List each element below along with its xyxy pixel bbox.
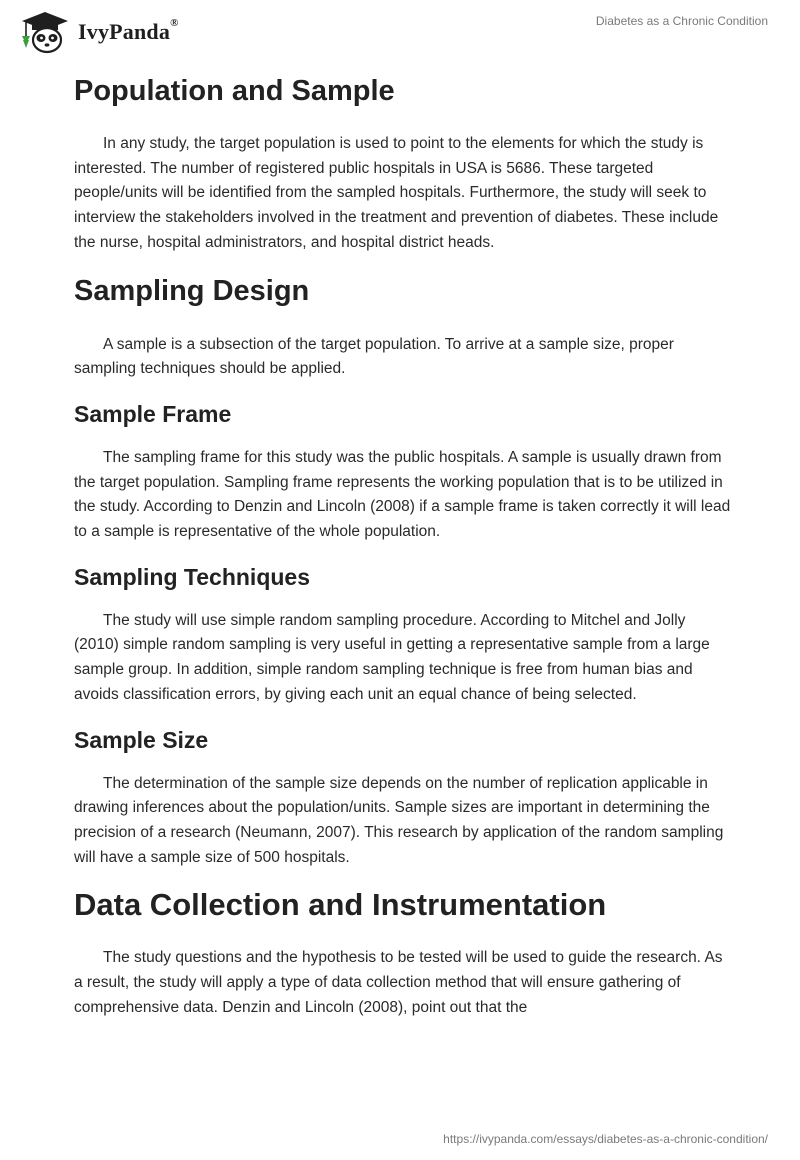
- panda-logo-icon: [18, 10, 72, 54]
- paragraph-sample-size: The determination of the sample size depends on the number of replication applicable in drawing inferences about the population/units. Sample sizes are important in determining the precision of a research (Neumann, 2007). This research by application of the random sampling will have a sample size of 500 hospitals.: [74, 774, 724, 866]
- paragraph-sampling-design: A sample is a subsection of the target population. To arrive at a sample size, proper sampling techniques should be applied.: [74, 335, 674, 378]
- heading-sampling-techniques: Sampling Techniques: [74, 563, 310, 590]
- paragraph-sample-frame: The sampling frame for this study was the public hospitals. A sample is usually drawn from the target population. Sampling frame represents the working population that is to be utilized in the study. According to Denzin and Lincoln (2008) if a sample frame is taken correctly it will lead to a sample is representative of the whole population.: [74, 448, 731, 541]
- document-title: Diabetes as a Chronic Condition: [595, 14, 768, 28]
- brand-logo[interactable]: [18, 10, 179, 54]
- heading-sample-size: Sample Size: [74, 726, 209, 753]
- source-url[interactable]: https://ivypanda.com/essays/diabetes-as-a-chronic-condition/: [443, 1132, 768, 1146]
- paragraph-sampling-techniques: The study will use simple random sampling procedure. According to Mitchel and Jolly (2010) simple random sampling is very useful in getting a representative sample from a large sample group. In addition, simple random sampling technique is free from human bias and avoids classification errors, by giving each unit an equal chance of being selected.: [74, 611, 710, 703]
- heading-sample-frame: Sample Frame: [74, 400, 232, 427]
- heading-sampling-design: Sampling Design: [74, 274, 310, 307]
- paragraph-population-and-sample: In any study, the target population is used to point to the elements for which the study is interested. The number of registered public hospitals in USA is 5686. These targeted people/units will be identified from the sampled hospitals. Furthermore, the study will seek to interview the stakeholders involved in the treatment and prevention of diabetes. These include the nurse, hospital administrators, and hospital district heads.: [74, 135, 719, 251]
- heading-population-and-sample: Population and Sample: [74, 75, 395, 107]
- brand-name: IvyPanda®: [78, 17, 179, 44]
- page-header: [0, 0, 800, 60]
- paragraph-data-collection: The study questions and the hypothesis to be tested will be used to guide the research. As a result, the study will apply a type of data collection method that will ensure gathering of comprehensive data. Denzin and Lincoln (2008), point out that the: [74, 949, 723, 1016]
- heading-data-collection: Data Collection and Instrumentation: [74, 887, 607, 923]
- essay-content: [74, 72, 734, 1020]
